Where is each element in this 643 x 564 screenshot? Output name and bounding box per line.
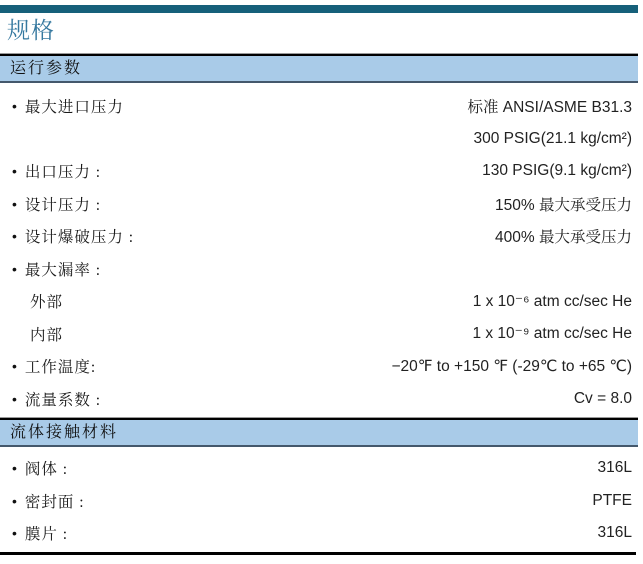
wetted-materials-rows (0, 452, 643, 550)
section-header-label: 运行参数 (0, 54, 638, 83)
table-row-max-inlet-pressure-cont (0, 123, 643, 156)
row-label-text: 出口压力 : (24, 164, 102, 182)
row-label (12, 290, 63, 312)
bottom-border-rule (0, 552, 636, 555)
row-value: PTFE (592, 491, 632, 509)
table-row-seal-face (0, 485, 643, 518)
table-row-max-inlet-pressure (0, 90, 643, 123)
bullet-icon: • (12, 163, 18, 180)
section-header-operating-params (0, 53, 638, 83)
table-row-burst-pressure (0, 220, 643, 253)
operating-params-rows (0, 90, 643, 415)
row-label-text: 最大进口压力 (24, 99, 124, 117)
row-label-text: 最大漏率 : (24, 261, 102, 279)
section-header-label: 流体接触材料 (0, 418, 638, 447)
page-title: 规格 (7, 18, 55, 43)
row-value: 1 x 10⁻⁶ atm cc/sec He (472, 292, 632, 310)
row-label (12, 95, 124, 117)
table-row-operating-temperature (0, 350, 643, 383)
row-label (12, 258, 101, 280)
bullet-icon: • (12, 525, 18, 542)
row-value: 316L (597, 459, 632, 477)
row-value: 316L (597, 524, 632, 542)
row-label-text: 阀体 : (24, 461, 69, 479)
row-label-text: 内部 (30, 326, 64, 344)
table-row-diaphragm (0, 517, 643, 550)
table-row-external-leak (0, 285, 643, 318)
row-label (12, 193, 101, 215)
table-row-flow-coefficient (0, 383, 643, 416)
row-value: 400% 最大承受压力 (495, 229, 632, 247)
row-label (12, 225, 134, 247)
bullet-icon: • (12, 260, 18, 277)
row-label-text: 设计爆破压力 : (24, 229, 135, 247)
bullet-icon: • (12, 195, 18, 212)
section-header-wetted-materials (0, 417, 638, 447)
row-value: 130 PSIG(9.1 kg/cm²) (482, 162, 632, 180)
row-label-text: 工作温度: (24, 359, 97, 377)
row-label (12, 388, 101, 410)
top-accent-bar (0, 5, 638, 13)
row-value: 300 PSIG(21.1 kg/cm²) (473, 129, 632, 147)
bullet-icon: • (12, 228, 18, 245)
row-value: 1 x 10⁻⁹ atm cc/sec He (472, 325, 632, 343)
row-value: −20℉ to +150 ℉ (-29℃ to +65 ℃) (391, 357, 632, 375)
row-label-text: 流量系数 : (24, 391, 102, 409)
row-label (12, 323, 63, 345)
bullet-icon: • (12, 358, 18, 375)
row-label-text: 外部 (30, 294, 64, 312)
table-row-outlet-pressure (0, 155, 643, 188)
table-row-design-pressure (0, 188, 643, 221)
bullet-icon: • (12, 98, 18, 115)
bullet-icon: • (12, 492, 18, 509)
bullet-icon: • (12, 390, 18, 407)
row-value: 标准 ANSI/ASME B31.3 (467, 99, 632, 117)
row-label (12, 490, 85, 512)
row-label-text: 密封面 : (24, 493, 85, 511)
row-value: Cv = 8.0 (573, 389, 632, 407)
bullet-icon: • (12, 460, 18, 477)
row-value: 150% 最大承受压力 (495, 196, 632, 214)
row-label (12, 160, 101, 182)
table-row-valve-body (0, 452, 643, 485)
row-label (12, 457, 68, 479)
table-row-max-leak-rate (0, 253, 643, 286)
table-row-internal-leak (0, 318, 643, 351)
row-label (12, 522, 68, 544)
row-label-text: 膜片 : (24, 526, 69, 544)
row-label (12, 355, 96, 377)
row-label-text: 设计压力 : (24, 196, 102, 214)
